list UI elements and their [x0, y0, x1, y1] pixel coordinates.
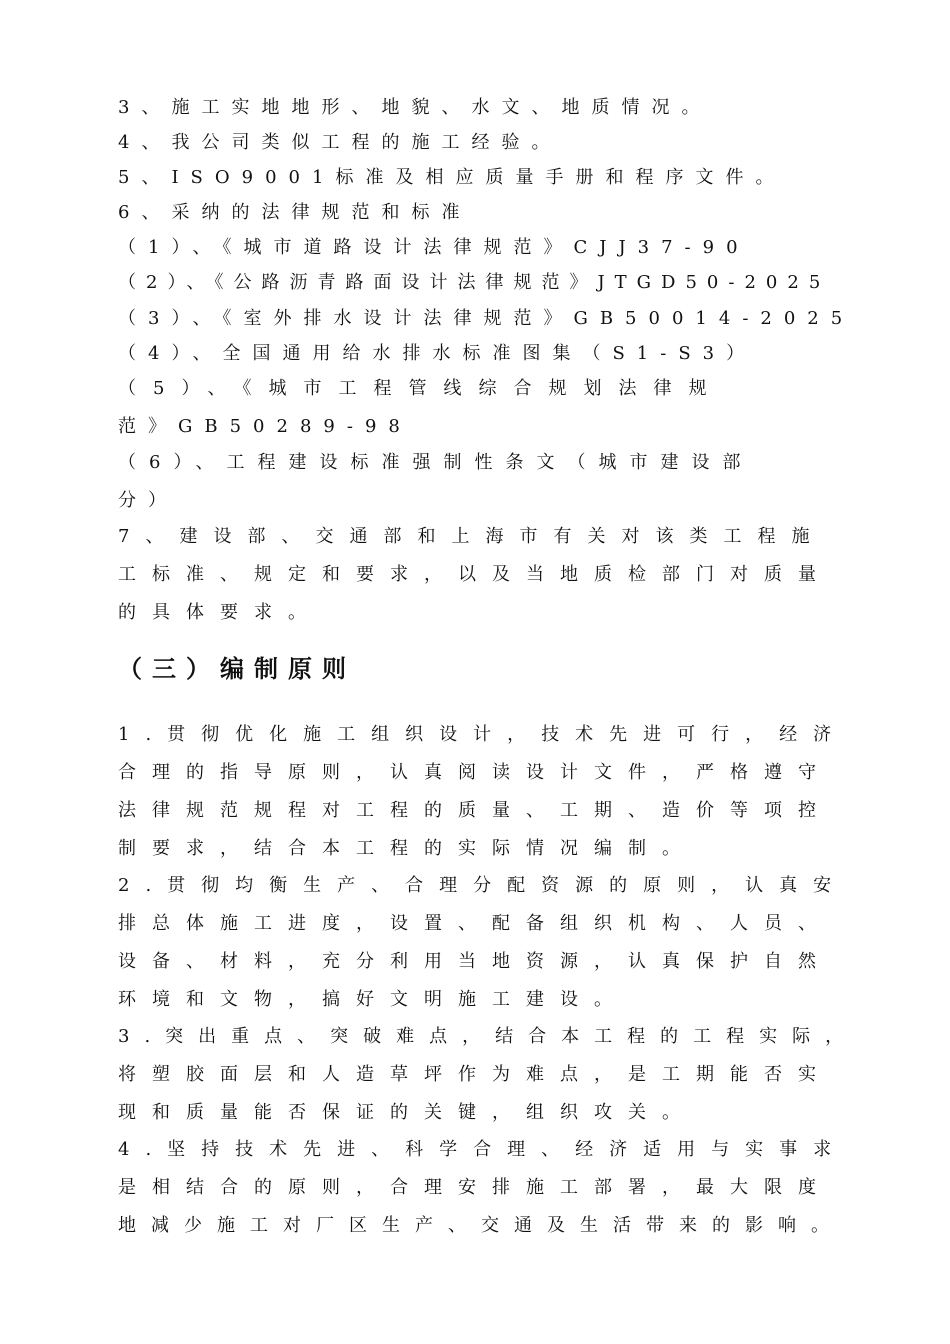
- basis-item-5: 5、ISO9001标准及相应质量手册和程序文件。: [118, 167, 786, 188]
- standard-item-6: （6）、工程建设标准强制性条文（城市建设部: [118, 452, 754, 473]
- principle-2-line2: 排总体施工进度，设置、配备组织机构、人员、: [118, 913, 832, 934]
- principle-1-line1: 1.贯彻优化施工组织设计，技术先进可行，经济: [118, 724, 848, 745]
- standard-item-5-cont: 范》GB50289-98: [118, 416, 412, 437]
- principle-4-line2: 是相结合的原则，合理安排施工部署，最大限度: [118, 1177, 832, 1198]
- principle-2-line1: 2.贯彻均衡生产、合理分配资源的原则，认真安: [118, 875, 848, 896]
- basis-item-7: 7、建设部、交通部和上海市有关对该类工程施: [118, 526, 826, 547]
- basis-item-7-cont2: 的具体要求。: [118, 602, 322, 623]
- basis-item-4: 4、我公司类似工程的施工经验。: [118, 132, 562, 153]
- section-heading: （三）编制原则: [118, 655, 356, 683]
- standard-item-6-cont: 分）: [118, 490, 178, 511]
- standard-item-4: （4）、全国通用给水排水标准图集（S1-S3）: [118, 343, 757, 364]
- standard-item-2: （2）、《公路沥青路面设计法律规范》JTGD50-2025: [118, 272, 831, 293]
- principle-3-line2: 将塑胶面层和人造草坪作为难点，是工期能否实: [118, 1064, 832, 1085]
- basis-item-7-cont1: 工标准、规定和要求，以及当地质检部门对质量: [118, 564, 832, 585]
- principle-4-line1: 4.坚持技术先进、科学合理、经济适用与实事求: [118, 1139, 848, 1160]
- basis-item-6: 6、采纳的法律规范和标准: [118, 202, 472, 223]
- standard-item-1: （1）、《城市道路设计法律规范》CJJ37-90: [118, 237, 750, 258]
- standard-item-3: （3）、《室外排水设计法律规范》GB50014-2025: [118, 308, 855, 329]
- principle-2-line4: 环境和文物，搞好文明施工建设。: [118, 989, 628, 1010]
- principle-2-line3: 设备、材料，充分利用当地资源，认真保护自然: [118, 951, 832, 972]
- principle-3-line3: 现和质量能否保证的关键，组织攻关。: [118, 1102, 696, 1123]
- principle-1-line3: 法律规范规程对工程的质量、工期、造价等项控: [118, 800, 832, 821]
- principle-3-line1: 3.突出重点、突破难点，结合本工程的工程实际，: [118, 1026, 859, 1047]
- standard-item-5: （5）、《城市工程管线综合规划法律规: [118, 378, 724, 399]
- principle-1-line2: 合理的指导原则，认真阅读设计文件，严格遵守: [118, 762, 832, 783]
- principle-4-line3: 地减少施工对厂区生产、交通及生活带来的影响。: [118, 1215, 844, 1236]
- basis-item-3: 3、施工实地地形、地貌、水文、地质情况。: [118, 97, 712, 118]
- principle-1-line4: 制要求，结合本工程的实际情况编制。: [118, 838, 696, 859]
